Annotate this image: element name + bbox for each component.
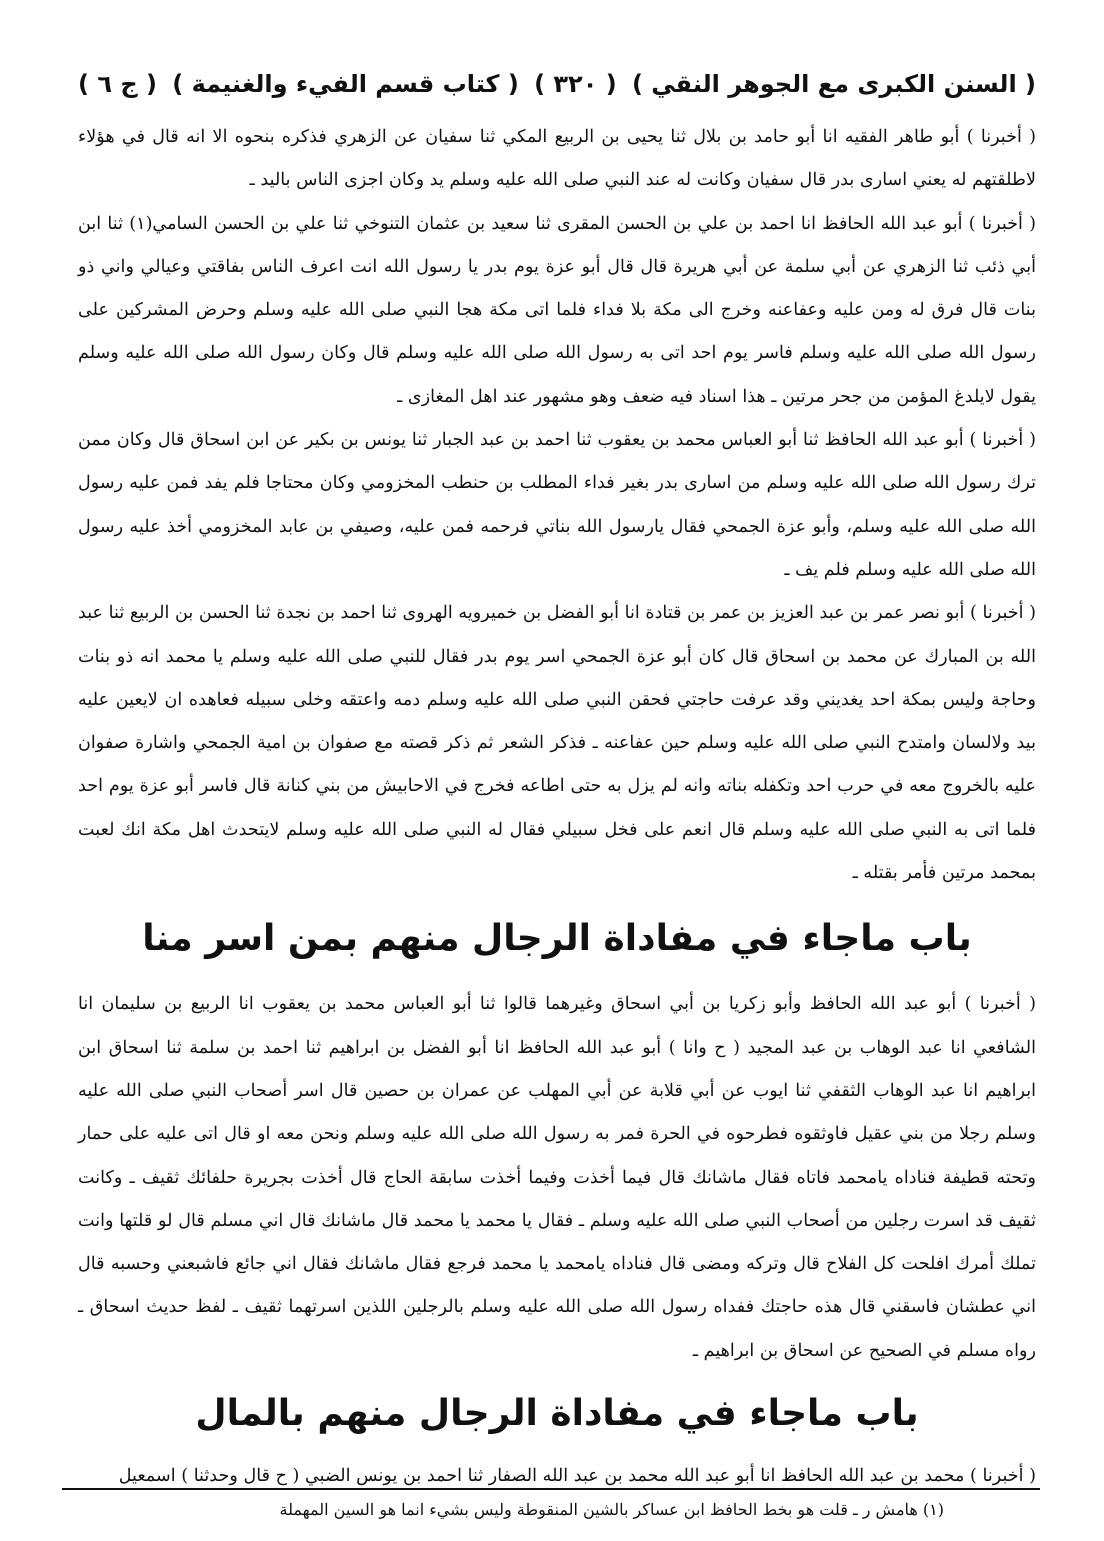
document-page [78, 62, 1036, 1498]
chapter-heading: باب ماجاء في مفاداة الرجال منهم بمن اسر منا [142, 918, 972, 960]
hadith-paragraph: ( أخبرنا ) أبو طاهر الفقيه انا أبو حامد بن بلال ثنا يحيى بن الربيع المكي ثنا سفيان عن الزهري فذكره بنحوه الا انه قال في هؤلاء لاطلقتهم له يعني اسارى بدر قال سفيان وكانت له عند النبي صلى الله عليه وسلم يد وكان اجزى الناس باليد ـ [78, 127, 1036, 191]
hadith-paragraph: ( أخبرنا ) محمد بن عبد الله الحافظ انا أبو عبد الله محمد بن عبد الله الصفار ثنا احمد بن يونس الضبي ( ح قال وحدثنا ) اسمعيل [118, 1466, 1036, 1487]
chapter-heading: باب ماجاء في مفاداة الرجال منهم بالمال [195, 1393, 919, 1435]
header-book-title: ( السنن الكبرى مع الجوهر النقي ) [631, 70, 1036, 98]
hadith-paragraph: ( أخبرنا ) أبو عبد الله الحافظ وأبو زكريا بن أبي اسحاق وغيرهما قالوا ثنا أبو العباس محمد بن يعقوب انا الربيع بن سليمان انا الشافعي انا عبد الوهاب بن عبد المجيد ( ح وانا ) أبو عبد الله الحافظ انا أبو الفضل بن ابراهيم ثنا احمد بن سلمة ثنا اسحاق ابن ابراهيم انا عبد الوهاب الثقفي ثنا ايوب عن أبي قلابة عن أبي المهلب عن عمران بن حصين قال اسر أصحاب النبي صلى الله عليه وسلم رجلا من بني عقيل فاوثقوه فطرحوه في الحرة فمر به رسول الله صلى الله عليه وسلم ونحن معه او قال اتى عليه على حمار وتحته قطيفة فناداه يامحمد فاتاه فقال ماشانك قال فيما أخذت وفيما أخذت سابقة الحاج قال أخذت بجريرة حلفائك ثقيف ـ وكانت ثقيف قد اسرت رجلين من أصحاب النبي صلى الله عليه وسلم ـ فقال يا محمد يا محمد قال ماشانك قال اني مسلم قال لو قلتها وانت تملك أمرك افلحت كل الفلاح قال وتركه ومضى قال فناداه يامحمد يا محمد فرجع فقال ماشانك فقال اني جائع فاشبعني وحسبه قال اني عطشان فاسقني قال هذه حاجتك ففداه رسول الله صلى الله عليه وسلم بالرجلين اللذين اسرتهما ثقيف ـ لفظ حديث اسحاق ـ رواه مسلم في الصحيح عن اسحاق بن ابراهيم ـ [78, 994, 1036, 1361]
header-volume: ( ج ٦ ) [78, 70, 157, 98]
header-page-number: ( ٣٢٠ ) [534, 70, 617, 98]
footnote: (١) هامش ر ـ قلت هو بخط الحافظ ابن عساكر بالشين المنقوطة وليس بشيء انما هو السين المهملة [279, 1500, 944, 1519]
running-header [78, 62, 1036, 106]
hadith-paragraph: ( أخبرنا ) أبو عبد الله الحافظ ثنا أبو العباس محمد بن يعقوب ثنا احمد بن عبد الجبار ثنا يونس بن بكير عن ابن اسحاق قال وكان ممن ترك رسول الله صلى الله عليه وسلم من اسارى بدر بغير فداء المطلب بن حنطب المخزومي وكان محتاجا فلم يفد فمن عليه رسول الله صلى الله عليه وسلم، وأبو عزة الجمحي فقال يارسول الله بناتي فرحمه فمن عليه، وصيفي بن عابد المخزومي أخذ عليه رسول الله صلى الله عليه وسلم فلم يف ـ [78, 430, 1036, 580]
hadith-paragraph: ( أخبرنا ) أبو عبد الله الحافظ انا احمد بن علي بن الحسن المقرى ثنا سعيد بن عثمان التنوخي ثنا علي بن الحسن السامي(١) ثنا ابن أبي ذئب ثنا الزهري عن أبي سلمة عن أبي هريرة قال قال أبو عزة يوم بدر يا رسول الله انت اعرف الناس بفاقتي وعيالي واني ذو بنات قال فرق له ومن عليه وعفاعنه وخرج الى مكة بلا فداء فلما اتى مكة هجا النبي صلى الله عليه وسلم وحرض المشركين على رسول الله صلى الله عليه وسلم فاسر يوم احد اتى به رسول الله صلى الله عليه وسلم قال وكان رسول الله صلى الله عليه وسلم يقول لايلدغ المؤمن من جحر مرتين ـ هذا اسناد فيه ضعف وهو مشهور عند اهل المغازى ـ [78, 213, 1036, 407]
header-section-title: ( كتاب قسم الفيء والغنيمة ) [172, 70, 519, 98]
hadith-paragraph: ( أخبرنا ) أبو نصر عمر بن عبد العزيز بن عمر بن قتادة انا أبو الفضل بن خميرويه الهروى ثنا احمد بن نجدة ثنا الحسن بن الربيع ثنا عبد الله بن المبارك عن محمد بن اسحاق قال كان أبو عزة الجمحي اسر يوم بدر فقال للنبي صلى الله عليه وسلم يا محمد انه ذو بنات وحاجة وليس بمكة احد يغديني وقد عرفت حاجتي فحقن النبي صلى الله عليه وسلم دمه واعتقه وخلى سبيله فعاهده ان لايعين عليه بيد ولالسان وامتدح النبي صلى الله عليه وسلم حين عفاعنه ـ فذكر الشعر ثم ذكر قصته مع صفوان بن امية الجمحي واشارة صفوان عليه بالخروج معه في حرب احد وتكفله بناته وانه لم يزل به حتى اطاعه فخرج في الاحابيش من بني كنانة قال فاسر أبو عزة يوم احد فلما اتى به النبي صلى الله عليه وسلم قال انعم على فخل سبيلي فقال له النبي صلى الله عليه وسلم لايتحدث اهل مكة انك لعبت بمحمد مرتين فأمر بقتله ـ [78, 603, 1036, 884]
footnote-divider [62, 1488, 1040, 1490]
page-body [78, 116, 1036, 1498]
